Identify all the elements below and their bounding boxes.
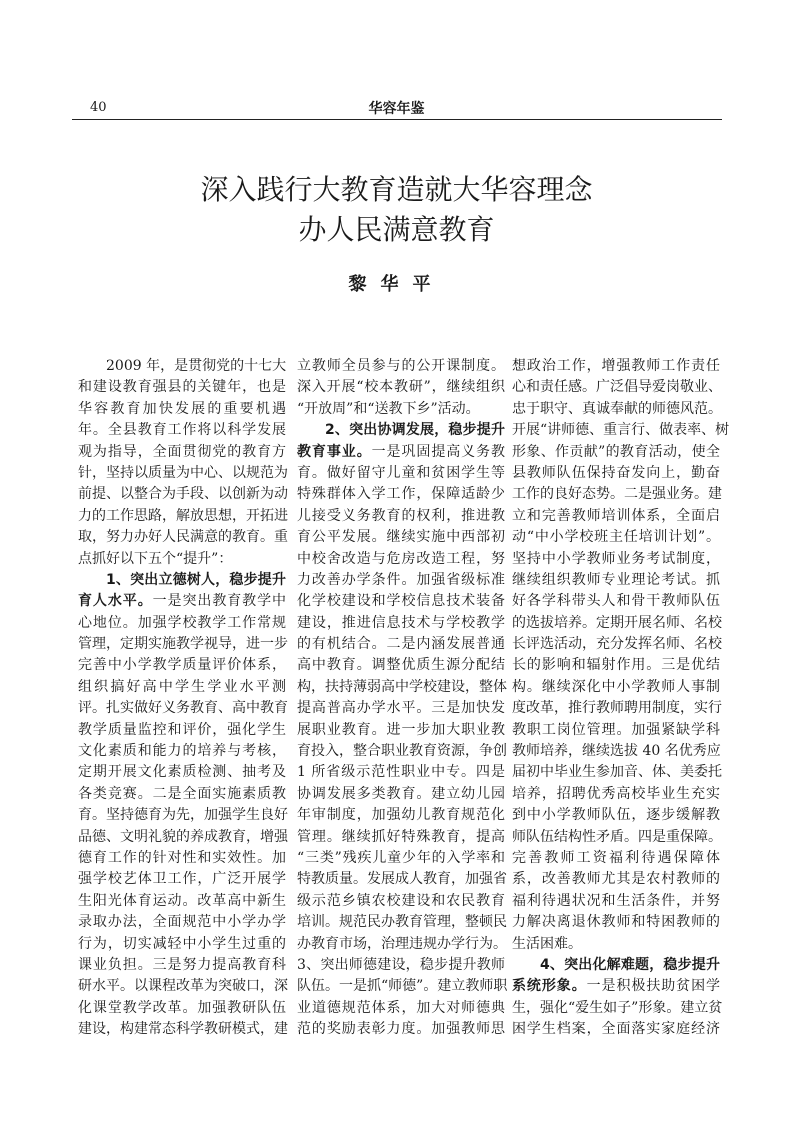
body-text: 形象、作贡献”的教育活动，使全 — [512, 443, 720, 460]
body-text: 力解决离退休教师和特困教师的 — [512, 914, 720, 931]
text-line — [512, 741, 720, 762]
body-text: 管理，定期实施教学视导，进一步 — [78, 636, 288, 653]
text-line — [78, 570, 286, 591]
text-line — [512, 506, 720, 527]
running-title: 华容年鉴 — [368, 101, 425, 117]
body-text: 课业负担。三是努力提高教育科 — [78, 956, 286, 973]
text-line — [512, 442, 720, 463]
body-text: 生，强化“爱生如子”形象。建立贫 — [512, 999, 723, 1016]
body-text: “开放周”和“送教下乡”活动。 — [297, 400, 480, 417]
body-text: 开展“讲师德、重言行、做表率、树 — [512, 422, 730, 439]
body-text: 取，努力办好人民满意的教育。重 — [78, 529, 288, 546]
text-line — [512, 463, 720, 484]
body-text: 构，扶持薄弱高中学校建设，整体 — [297, 678, 507, 695]
body-text: 完善教师工资福利待遇保障体 — [512, 849, 720, 866]
body-text: 展职业教育。进一步加大职业教 — [297, 721, 505, 738]
text-line — [78, 655, 286, 676]
body-text: 坚持中小学教师业务考试制度， — [512, 550, 720, 567]
text-line — [78, 442, 286, 463]
body-text: 级示范乡镇农校建设和农民教育 — [297, 892, 505, 909]
body-text: 困学生档案，全面落实家庭经济 — [512, 1021, 720, 1038]
body-text: 年。全县教育工作将以科学发展 — [78, 422, 286, 439]
text-line — [78, 741, 286, 762]
text-line — [297, 613, 505, 634]
body-text: 业道德规范体系，加大对师德典 — [297, 999, 505, 1016]
body-text: 继续组织教师专业理论考试。抓 — [512, 571, 720, 588]
text-line — [297, 698, 505, 719]
body-text: 针，坚持以质量为中心、以规范为 — [78, 464, 288, 481]
text-line — [297, 463, 505, 484]
body-text: 各类竞赛。二是全面实施素质教 — [78, 785, 286, 802]
text-line — [78, 998, 286, 1019]
text-line — [297, 762, 505, 783]
text-line — [78, 1019, 286, 1040]
title-line-2: 办人民满意教育 — [298, 213, 495, 246]
body-text: 德育工作的针对性和实效性。加 — [78, 849, 286, 866]
body-text: 化学校建设和学校信息技术装备 — [297, 593, 505, 610]
text-line — [297, 356, 505, 377]
body-text: 化课堂教学改革。加强教研队伍 — [78, 999, 286, 1016]
text-line — [297, 484, 505, 505]
body-text: 行为，切实减轻中小学生过重的 — [78, 935, 286, 952]
text-line — [78, 484, 286, 505]
body-text: 协调发展多类教育。建立幼儿园 — [297, 785, 505, 802]
body-text: 一是巩固提高义务教 — [371, 443, 506, 460]
body-text: 的有机结合。二是内涵发展普通 — [297, 636, 505, 653]
body-text: 强学校艺体卫工作，广泛开展学 — [78, 871, 286, 888]
body-text: 研水平。以课程改革为突破口，深 — [78, 978, 288, 995]
body-text: 师队伍结构性矛盾。四是重保障。 — [512, 828, 722, 845]
text-line — [297, 399, 505, 420]
text-line — [512, 591, 720, 612]
page-number: 40 — [90, 100, 107, 115]
author: 黎华平 — [348, 274, 445, 295]
body-text: 心和责任感。广泛倡导爱岗敬业、 — [512, 379, 722, 396]
text-line — [512, 613, 720, 634]
body-text: 完善中小学教学质量评价体系， — [78, 657, 286, 674]
text-line — [78, 527, 286, 548]
section-heading: 育人水平。 — [78, 593, 153, 610]
text-line — [78, 506, 286, 527]
text-line — [512, 805, 720, 826]
text-line — [297, 549, 505, 570]
body-text: 儿接受义务教育的权利，推进教 — [297, 507, 505, 524]
body-text: 一是积极扶助贫困学 — [586, 978, 721, 995]
text-line — [297, 677, 505, 698]
text-line — [78, 613, 286, 634]
text-line — [297, 741, 505, 762]
body-text: 好各学科带头人和骨干教师队伍 — [512, 593, 720, 610]
text-line — [297, 591, 505, 612]
body-text: 生阳光体育运动。改革高中新生 — [78, 892, 286, 909]
text-line — [78, 805, 286, 826]
text-line — [512, 976, 720, 997]
text-line — [512, 827, 720, 848]
text-line — [297, 912, 505, 933]
body-text: 特教质量。发展成人教育，加强省 — [297, 871, 507, 888]
text-line — [78, 591, 286, 612]
body-text: 的选拔培养。定期开展名师、名校 — [512, 614, 722, 631]
body-text: 构。继续深化中小学教师人事制 — [512, 678, 720, 695]
text-line — [512, 420, 730, 441]
text-line — [78, 677, 286, 698]
body-text: “三类”残疾儿童少年的入学率和 — [297, 849, 505, 866]
body-text: 年审制度，加强幼儿教育规范化 — [297, 807, 505, 824]
text-line — [512, 848, 720, 869]
text-line — [512, 784, 720, 805]
body-text: 力改善办学条件。加强省级标准 — [297, 571, 505, 588]
section-heading: 教育事业。 — [297, 443, 372, 460]
text-line — [297, 655, 505, 676]
body-text: 办教育市场，治理违规办学行为。 — [297, 935, 507, 952]
article-title — [0, 170, 793, 250]
text-line — [512, 955, 720, 976]
text-line — [78, 698, 286, 719]
text-line — [512, 549, 720, 570]
text-line — [78, 934, 286, 955]
text-line — [297, 634, 505, 655]
text-line — [297, 805, 505, 826]
text-line — [78, 891, 286, 912]
body-text: 1 所省级示范性职业中专。四是 — [297, 764, 505, 781]
text-line — [297, 527, 505, 548]
body-text: 培养，招聘优秀高校毕业生充实 — [512, 785, 720, 802]
body-text: 前提、以整合为手段、以创新为动 — [78, 486, 288, 503]
body-text: 队伍。一是抓“师德”。建立教师职 — [297, 978, 508, 995]
text-line — [512, 698, 720, 719]
text-line — [78, 955, 286, 976]
text-line — [512, 356, 720, 377]
text-line — [297, 998, 505, 1019]
body-text: 评。扎实做好义务教育、高中教育 — [78, 700, 288, 717]
body-text: 育公平发展。继续实施中西部初 — [297, 529, 505, 546]
text-line — [297, 570, 505, 591]
title-line-1: 深入践行大教育造就大华容理念 — [200, 173, 593, 206]
text-line — [512, 720, 720, 741]
text-line — [512, 570, 720, 591]
body-text: 系，改善教师尤其是农村教师的 — [512, 871, 720, 888]
text-line — [512, 998, 723, 1019]
body-text: 长的影响和辐射作用。三是优结 — [512, 657, 720, 674]
body-text: 特殊群体入学工作，保障适龄少 — [297, 486, 505, 503]
text-line — [78, 976, 286, 997]
text-line — [512, 527, 720, 548]
text-line — [512, 377, 720, 398]
body-text: 录取办法，全面规范中小学办学 — [78, 914, 286, 931]
body-text: 建设，推进信息技术与学校教学 — [297, 614, 505, 631]
body-text: 点抓好以下五个“提升”： — [78, 550, 233, 567]
text-line — [297, 1019, 505, 1040]
text-line — [512, 934, 720, 955]
body-text: 品德、文明礼貌的养成教育，增强 — [78, 828, 288, 845]
body-text: 管理。继续抓好特殊教育，提高 — [297, 828, 505, 845]
text-line — [297, 976, 508, 997]
body-text: 培训。规范民办教育管理，整顿民 — [297, 914, 507, 931]
header-rule — [72, 119, 722, 120]
body-text: 高中教育。调整优质生源分配结 — [297, 657, 505, 674]
text-line — [512, 762, 720, 783]
body-text: 范的奖励表彰力度。加强教师思 — [297, 1021, 505, 1038]
body-text: 华容教育加快发展的重要机遇 — [78, 400, 286, 417]
body-text: 文化素质和能力的培养与考核， — [78, 743, 286, 760]
body-text: 忠于职守、真诚奉献的师德风范。 — [512, 400, 722, 417]
text-line — [297, 442, 505, 463]
text-line — [297, 827, 505, 848]
body-text: 2009 年，是贯彻党的十七大 — [106, 358, 287, 374]
text-line — [78, 634, 286, 655]
body-text: 一是突出教育教学中 — [152, 593, 287, 610]
text-line — [297, 506, 505, 527]
body-text: 度改革，推行教师聘用制度，实行 — [512, 700, 722, 717]
text-line — [297, 784, 505, 805]
text-line — [78, 762, 286, 783]
text-line — [512, 484, 720, 505]
body-text: 动“中小学校班主任培训计划”。 — [512, 529, 720, 546]
body-text: 育投入，整合职业教育资源，争创 — [297, 743, 507, 760]
text-line — [78, 399, 286, 420]
body-text: 立和完善教师培训体系，全面启 — [512, 507, 720, 524]
text-line — [512, 912, 720, 933]
body-text: 深入开展“校本教研”，继续组织 — [297, 379, 505, 396]
text-column-2 — [297, 356, 508, 1041]
body-text: 建设，构建常态科学教研模式，建 — [78, 1021, 288, 1038]
body-text: 中校舍改造与危房改造工程，努 — [297, 550, 505, 567]
section-heading: 1、突出立德树人，稳步提升 — [106, 571, 286, 588]
body-text: 教职工岗位管理。加强紧缺学科 — [512, 721, 720, 738]
body-text: 育。做好留守儿童和贫困学生等 — [297, 464, 505, 481]
body-text: 县教师队伍保持奋发向上，勤奋 — [512, 464, 720, 481]
body-text: 长评选活动，充分发挥名师、名校 — [512, 636, 722, 653]
text-line — [78, 720, 286, 741]
text-line — [297, 869, 505, 890]
body-text: 3、突出师德建设，稳步提升教师 — [297, 956, 505, 973]
text-line — [297, 377, 505, 398]
text-line — [512, 677, 720, 698]
body-text: 福利待遇状况和生活条件，并努 — [512, 892, 720, 909]
text-line — [78, 869, 286, 890]
text-line — [297, 934, 505, 955]
text-line — [512, 399, 720, 420]
text-line — [512, 634, 720, 655]
text-line — [78, 549, 286, 570]
section-heading: 2、突出协调发展，稳步提升 — [325, 422, 505, 439]
body-text: 届初中毕业生参加音、体、美委托 — [512, 764, 722, 781]
text-line — [297, 420, 505, 441]
body-text: 到中小学教师队伍，逐步缓解教 — [512, 807, 720, 824]
text-line — [512, 1019, 720, 1040]
body-text: 工作的良好态势。二是强业务。建 — [512, 486, 722, 503]
body-text: 立教师全员参与的公开课制度。 — [297, 358, 505, 374]
text-line — [297, 955, 505, 976]
body-text: 育。坚持德育为先，加强学生良好 — [78, 807, 288, 824]
text-line — [512, 869, 720, 890]
text-line — [512, 655, 720, 676]
text-line — [512, 891, 720, 912]
body-text: 和建设教育强县的关键年，也是 — [78, 379, 286, 396]
body-text: 提高普高办学水平。三是加快发 — [297, 700, 505, 717]
text-line — [78, 377, 286, 398]
body-text: 力的工作思路，解放思想，开拓进 — [78, 507, 288, 524]
text-line — [297, 720, 505, 741]
body-text: 生活困难。 — [512, 935, 582, 952]
body-text: 组织搞好高中学生学业水平测 — [78, 678, 286, 695]
text-column-3 — [512, 356, 730, 1041]
section-heading: 4、突出化解难题，稳步提升 — [540, 956, 720, 973]
body-text: 观为指导，全面贯彻党的教育方 — [78, 443, 286, 460]
body-text: 想政治工作，增强教师工作责任 — [512, 358, 720, 374]
text-line — [78, 420, 286, 441]
body-text: 定期开展文化素质检测、抽考及 — [78, 764, 286, 781]
text-line — [78, 912, 286, 933]
text-line — [78, 848, 286, 869]
body-text: 心地位。加强学校教学工作常规 — [78, 614, 286, 631]
text-line — [78, 463, 286, 484]
section-heading: 系统形象。 — [512, 978, 587, 995]
text-column-1 — [78, 356, 286, 1041]
text-line — [78, 784, 286, 805]
text-line — [78, 356, 286, 377]
text-line — [297, 848, 505, 869]
body-text: 教师培养，继续选拔 40 名优秀应 — [512, 743, 721, 760]
text-line — [78, 827, 286, 848]
body-text: 教学质量监控和评价，强化学生 — [78, 721, 286, 738]
text-line — [297, 891, 505, 912]
